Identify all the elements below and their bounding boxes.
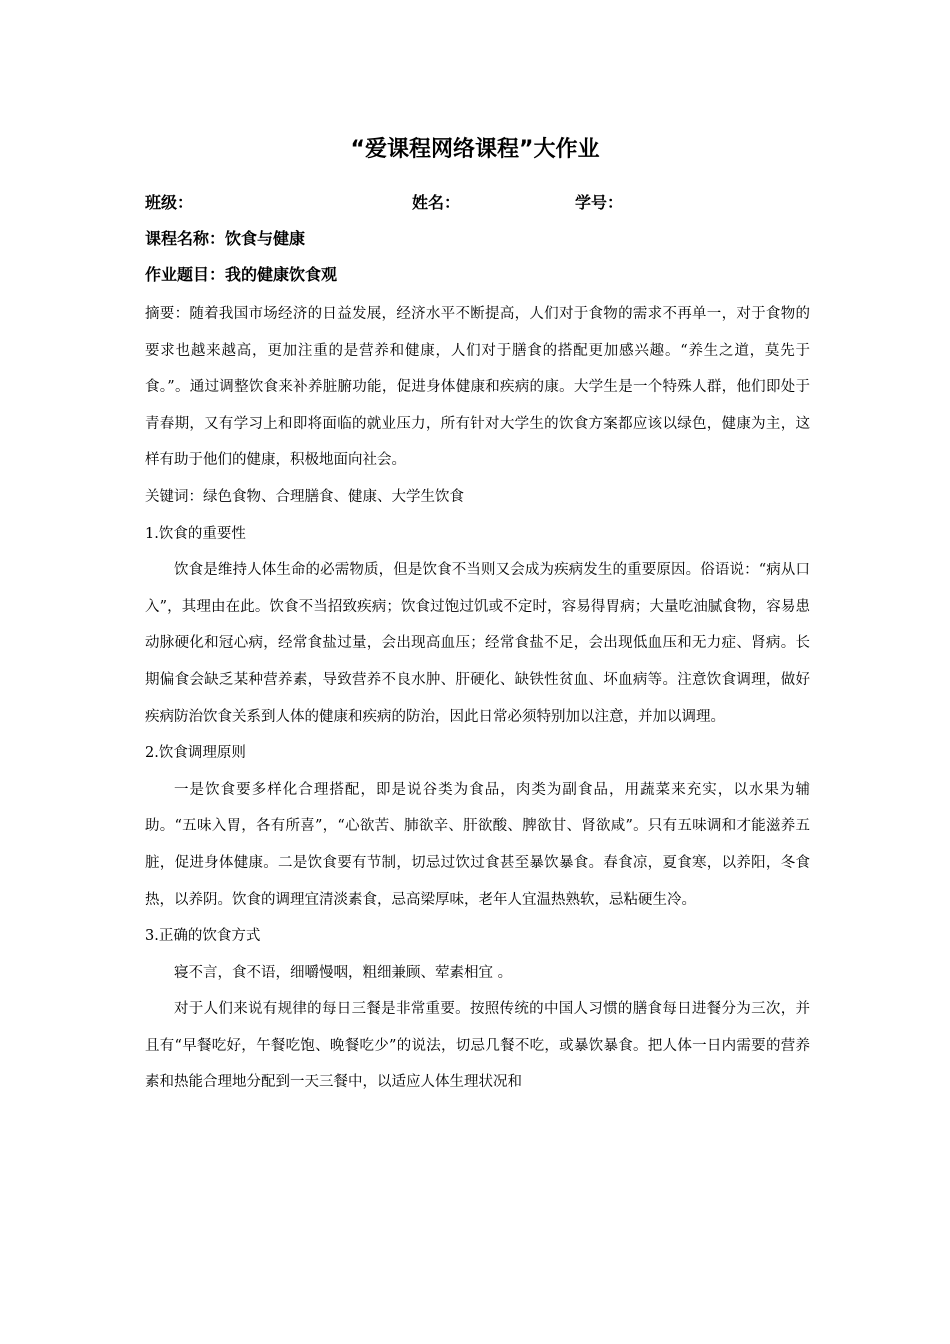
student-info-row — [145, 190, 815, 218]
keywords-line: 关键词：绿色食物、合理膳食、健康、大学生饮食 — [145, 488, 464, 505]
section-2-paragraph: 一是饮食要多样化合理搭配，即是说谷类为食品，肉类为副食品，用蔬菜来充实，以水果为辅助。“五味入胃，各有所喜”，“心欲苦、肺欲辛、肝欲酸、脾欲甘、肾欲咸”。只有五味调和才能滋养五脏，促进身体健康。二是饮食要有节制，切忌过饮过食甚至暴饮暴食。春食凉，夏食寒，以养阳，冬食热，以养阴。饮食的调理宜清淡素食，忌高梁厚味，老年人宜温热熟软，忌粘硬生冷。 — [145, 781, 810, 908]
section-1-paragraph: 饮食是维持人体生命的必需物质，但是饮食不当则又会成为疾病发生的重要原因。俗语说：“病从口入”，其理由在此。饮食不当招致疾病；饮食过饱过饥或不定时，容易得胃病；大量吃油腻食物，容易患动脉硬化和冠心病，经常食盐过量，会出现高血压；经常食盐不足，会出现低血压和无力症、肾病。长期偏食会缺乏某种营养素，导致营养不良水肿、肝硬化、缺铁性贫血、坏血病等。注意饮食调理，做好疾病防治饮食关系到人体的健康和疾病的防治，因此日常必须特别加以注意，并加以调理。 — [145, 562, 810, 725]
course-name-line: 课程名称：饮食与健康 — [145, 229, 306, 248]
abstract-paragraph: 摘要：随着我国市场经济的日益发展，经济水平不断提高，人们对于食物的需求不再单一，对于食物的要求也越来越高，更加注重的是营养和健康，人们对于膳食的搭配更加感兴趣。“养生之道，莫先于食。”。通过调整饮食来补养脏腑功能，促进身体健康和疾病的康。大学生是一个特殊人群，他们即处于青春期，又有学习上和即将面临的就业压力，所有针对大学生的饮食方案都应该以绿色，健康为主，这样有助于他们的健康，积极地面向社会。 — [145, 306, 810, 469]
student-id-label: 学号： — [575, 193, 624, 212]
page-title: “爱课程网络课程”大作业 — [350, 137, 600, 162]
assignment-topic-line: 作业题目：我的健康饮食观 — [145, 265, 338, 284]
section-heading-3: 3.正确的饮食方式 — [145, 928, 261, 945]
section-3-paragraph-1: 寝不言，食不语，细嚼慢咽，粗细兼顾、荤素相宜 。 — [174, 964, 513, 981]
class-label: 班级： — [145, 193, 194, 212]
document-body — [145, 296, 810, 1101]
section-heading-1: 1.饮食的重要性 — [145, 525, 246, 542]
section-heading-2: 2.饮食调理原则 — [145, 745, 246, 762]
section-3-paragraph-2: 对于人们来说有规律的每日三餐是非常重要。按照传统的中国人习惯的膳食每日进餐分为三次，并且有“早餐吃好，午餐吃饱、晚餐吃少”的说法，切忌几餐不吃，或暴饮暴食。把人体一日内需要的营养素和热能合理地分配到一天三餐中，以适应人体生理状况和 — [145, 1001, 810, 1091]
name-label: 姓名： — [412, 193, 461, 212]
